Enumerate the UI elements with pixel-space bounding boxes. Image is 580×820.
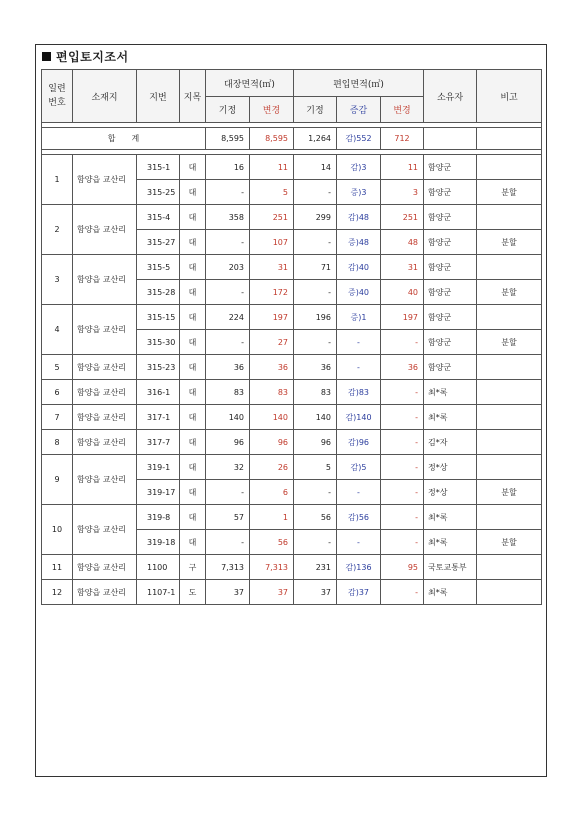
table-row — [42, 580, 542, 605]
row-owner: 함양군 — [424, 305, 477, 330]
row-category: 대 — [180, 355, 206, 380]
row-ledger-existing: - — [206, 330, 250, 355]
row-owner: 최*록 — [424, 530, 477, 555]
header-lot: 지번 — [137, 70, 180, 123]
header-serial: 일련 번호 — [42, 70, 73, 123]
row-ledger-changed: 31 — [250, 255, 294, 280]
row-inc-changed: 3 — [381, 180, 424, 205]
row-lot: 319-1 — [137, 455, 180, 480]
row-location: 함양읍 교산리 — [73, 380, 137, 405]
row-inc-delta: 증)1 — [337, 305, 381, 330]
total-label: 합 계 — [42, 128, 206, 150]
row-inc-delta: 감)5 — [337, 455, 381, 480]
row-remark — [477, 155, 542, 180]
row-ledger-existing: 32 — [206, 455, 250, 480]
row-inc-delta: 증)40 — [337, 280, 381, 305]
row-inc-existing: 196 — [294, 305, 337, 330]
header-remarks: 비고 — [477, 70, 542, 123]
row-remark — [477, 455, 542, 480]
total-inc-delta: 감)552 — [337, 128, 381, 150]
row-serial: 8 — [42, 430, 73, 455]
row-inc-delta: 감)37 — [337, 580, 381, 605]
row-inc-existing: 231 — [294, 555, 337, 580]
row-inc-changed: - — [381, 330, 424, 355]
total-row — [42, 128, 542, 150]
row-category: 대 — [180, 205, 206, 230]
row-ledger-changed: 56 — [250, 530, 294, 555]
row-ledger-changed: 26 — [250, 455, 294, 480]
total-owner — [424, 128, 477, 150]
row-remark — [477, 555, 542, 580]
row-ledger-changed: 7,313 — [250, 555, 294, 580]
row-owner: 함양군 — [424, 155, 477, 180]
row-inc-changed: 36 — [381, 355, 424, 380]
header-inc-delta: 증감 — [337, 97, 381, 123]
row-inc-existing: - — [294, 280, 337, 305]
row-category: 대 — [180, 230, 206, 255]
header-category: 지목 — [180, 70, 206, 123]
row-owner: 최*록 — [424, 505, 477, 530]
row-lot: 315-5 — [137, 255, 180, 280]
row-remark — [477, 355, 542, 380]
table-row — [42, 380, 542, 405]
row-lot: 1100 — [137, 555, 180, 580]
row-inc-existing: - — [294, 530, 337, 555]
header-ledger-existing: 기정 — [206, 97, 250, 123]
row-ledger-changed: 172 — [250, 280, 294, 305]
title-text: 편입토지조서 — [56, 49, 129, 64]
row-ledger-changed: 6 — [250, 480, 294, 505]
row-serial: 12 — [42, 580, 73, 605]
row-location: 함양읍 교산리 — [73, 505, 137, 555]
row-serial: 6 — [42, 380, 73, 405]
row-inc-changed: - — [381, 530, 424, 555]
row-owner: 함양군 — [424, 280, 477, 305]
row-category: 대 — [180, 380, 206, 405]
row-inc-changed: - — [381, 480, 424, 505]
document-title — [42, 48, 129, 64]
row-lot: 319-18 — [137, 530, 180, 555]
row-remark: 분할 — [477, 330, 542, 355]
row-serial: 7 — [42, 405, 73, 430]
row-ledger-changed: 5 — [250, 180, 294, 205]
row-category: 대 — [180, 505, 206, 530]
row-inc-existing: - — [294, 230, 337, 255]
row-lot: 315-15 — [137, 305, 180, 330]
row-inc-changed: 251 — [381, 205, 424, 230]
header-location: 소재지 — [73, 70, 137, 123]
row-ledger-existing: 96 — [206, 430, 250, 455]
row-serial: 10 — [42, 505, 73, 555]
row-owner: 최*록 — [424, 380, 477, 405]
row-inc-existing: 5 — [294, 455, 337, 480]
row-remark: 분할 — [477, 280, 542, 305]
row-location: 함양읍 교산리 — [73, 155, 137, 205]
total-ledger-changed: 8,595 — [250, 128, 294, 150]
row-remark: 분할 — [477, 180, 542, 205]
row-serial: 9 — [42, 455, 73, 505]
row-category: 대 — [180, 405, 206, 430]
row-lot: 317-1 — [137, 405, 180, 430]
row-serial: 5 — [42, 355, 73, 380]
row-inc-changed: 48 — [381, 230, 424, 255]
row-remark: 분할 — [477, 480, 542, 505]
row-ledger-existing: - — [206, 280, 250, 305]
row-location: 함양읍 교산리 — [73, 405, 137, 430]
row-ledger-changed: 197 — [250, 305, 294, 330]
row-inc-delta: - — [337, 530, 381, 555]
land-table — [41, 69, 542, 605]
row-serial: 11 — [42, 555, 73, 580]
row-inc-changed: - — [381, 505, 424, 530]
row-ledger-changed: 140 — [250, 405, 294, 430]
row-inc-existing: 299 — [294, 205, 337, 230]
header-incorporated-area: 편입면적(㎡) — [294, 70, 424, 97]
row-inc-changed: 197 — [381, 305, 424, 330]
row-ledger-changed: 11 — [250, 155, 294, 180]
row-owner: 함양군 — [424, 355, 477, 380]
row-serial: 1 — [42, 155, 73, 205]
row-owner: 정*상 — [424, 455, 477, 480]
row-inc-changed: 40 — [381, 280, 424, 305]
row-inc-delta: 감)83 — [337, 380, 381, 405]
row-category: 대 — [180, 280, 206, 305]
row-inc-existing: 83 — [294, 380, 337, 405]
row-remark — [477, 430, 542, 455]
row-lot: 315-25 — [137, 180, 180, 205]
row-owner: 함양군 — [424, 230, 477, 255]
row-inc-delta: 감)56 — [337, 505, 381, 530]
row-inc-changed: 31 — [381, 255, 424, 280]
black-square-icon — [42, 52, 51, 61]
row-inc-existing: 71 — [294, 255, 337, 280]
total-remark — [477, 128, 542, 150]
row-category: 대 — [180, 155, 206, 180]
row-ledger-changed: 1 — [250, 505, 294, 530]
row-category: 대 — [180, 480, 206, 505]
table-row — [42, 205, 542, 230]
row-remark — [477, 255, 542, 280]
row-lot: 315-28 — [137, 280, 180, 305]
row-location: 함양읍 교산리 — [73, 305, 137, 355]
total-inc-changed: 712 — [381, 128, 424, 150]
row-ledger-changed: 251 — [250, 205, 294, 230]
row-location: 함양읍 교산리 — [73, 455, 137, 505]
row-inc-delta: 감)140 — [337, 405, 381, 430]
row-inc-changed: 11 — [381, 155, 424, 180]
row-inc-changed: - — [381, 380, 424, 405]
row-remark — [477, 505, 542, 530]
row-category: 대 — [180, 180, 206, 205]
row-inc-delta: 감)136 — [337, 555, 381, 580]
row-serial: 2 — [42, 205, 73, 255]
row-inc-existing: 96 — [294, 430, 337, 455]
row-category: 대 — [180, 305, 206, 330]
row-ledger-changed: 96 — [250, 430, 294, 455]
row-ledger-existing: 7,313 — [206, 555, 250, 580]
header-inc-changed: 변경 — [381, 97, 424, 123]
table-row — [42, 555, 542, 580]
row-ledger-existing: 358 — [206, 205, 250, 230]
row-owner: 최*록 — [424, 405, 477, 430]
row-inc-existing: 56 — [294, 505, 337, 530]
row-location: 함양읍 교산리 — [73, 205, 137, 255]
row-location: 함양읍 교산리 — [73, 255, 137, 305]
table-row — [42, 255, 542, 280]
table-row — [42, 355, 542, 380]
row-ledger-existing: - — [206, 230, 250, 255]
row-ledger-changed: 36 — [250, 355, 294, 380]
row-category: 대 — [180, 530, 206, 555]
row-remark: 분할 — [477, 530, 542, 555]
row-owner: 함양군 — [424, 255, 477, 280]
row-inc-changed: - — [381, 580, 424, 605]
row-lot: 317-7 — [137, 430, 180, 455]
row-location: 함양읍 교산리 — [73, 555, 137, 580]
table-row — [42, 455, 542, 480]
table-row — [42, 405, 542, 430]
row-lot: 319-17 — [137, 480, 180, 505]
row-ledger-existing: 224 — [206, 305, 250, 330]
row-location: 함양읍 교산리 — [73, 355, 137, 380]
row-category: 도 — [180, 580, 206, 605]
row-ledger-existing: - — [206, 180, 250, 205]
row-lot: 315-4 — [137, 205, 180, 230]
row-inc-changed: - — [381, 405, 424, 430]
row-owner: 최*록 — [424, 580, 477, 605]
row-inc-changed: 95 — [381, 555, 424, 580]
table-row — [42, 305, 542, 330]
row-ledger-existing: 83 — [206, 380, 250, 405]
row-ledger-existing: 16 — [206, 155, 250, 180]
row-owner: 함양군 — [424, 180, 477, 205]
row-category: 대 — [180, 255, 206, 280]
header-ledger-changed: 변경 — [250, 97, 294, 123]
row-inc-delta: 증)3 — [337, 180, 381, 205]
row-ledger-existing: 37 — [206, 580, 250, 605]
row-remark — [477, 405, 542, 430]
row-category: 대 — [180, 455, 206, 480]
row-ledger-existing: 140 — [206, 405, 250, 430]
row-ledger-existing: - — [206, 530, 250, 555]
row-ledger-existing: 36 — [206, 355, 250, 380]
total-ledger-existing: 8,595 — [206, 128, 250, 150]
row-inc-delta: - — [337, 355, 381, 380]
row-lot: 1107-1 — [137, 580, 180, 605]
row-remark: 분할 — [477, 230, 542, 255]
row-ledger-existing: - — [206, 480, 250, 505]
row-remark — [477, 580, 542, 605]
row-inc-changed: - — [381, 455, 424, 480]
row-remark — [477, 205, 542, 230]
header-inc-existing: 기정 — [294, 97, 337, 123]
row-lot: 315-27 — [137, 230, 180, 255]
row-ledger-changed: 37 — [250, 580, 294, 605]
row-category: 구 — [180, 555, 206, 580]
row-inc-delta: 감)40 — [337, 255, 381, 280]
header-ledger-area: 대장면적(㎡) — [206, 70, 294, 97]
row-owner: 국토교통부 — [424, 555, 477, 580]
row-serial: 3 — [42, 255, 73, 305]
row-ledger-changed: 27 — [250, 330, 294, 355]
row-category: 대 — [180, 330, 206, 355]
row-location: 함양읍 교산리 — [73, 430, 137, 455]
row-lot: 315-30 — [137, 330, 180, 355]
header-owner: 소유자 — [424, 70, 477, 123]
row-inc-existing: - — [294, 180, 337, 205]
row-category: 대 — [180, 430, 206, 455]
row-inc-delta: 감)48 — [337, 205, 381, 230]
row-inc-delta: - — [337, 480, 381, 505]
row-inc-delta: 감)96 — [337, 430, 381, 455]
row-inc-delta: - — [337, 330, 381, 355]
row-remark — [477, 305, 542, 330]
row-lot: 319-8 — [137, 505, 180, 530]
row-inc-existing: 37 — [294, 580, 337, 605]
row-inc-existing: 140 — [294, 405, 337, 430]
row-remark — [477, 380, 542, 405]
row-ledger-existing: 57 — [206, 505, 250, 530]
row-inc-existing: 14 — [294, 155, 337, 180]
total-inc-existing: 1,264 — [294, 128, 337, 150]
row-inc-existing: - — [294, 330, 337, 355]
row-owner: 정*상 — [424, 480, 477, 505]
row-owner: 함양군 — [424, 205, 477, 230]
table-row — [42, 430, 542, 455]
row-lot: 315-23 — [137, 355, 180, 380]
row-ledger-existing: 203 — [206, 255, 250, 280]
row-ledger-changed: 107 — [250, 230, 294, 255]
row-inc-existing: 36 — [294, 355, 337, 380]
row-inc-delta: 증)48 — [337, 230, 381, 255]
row-inc-delta: 감)3 — [337, 155, 381, 180]
row-owner: 함양군 — [424, 330, 477, 355]
table-row — [42, 505, 542, 530]
row-owner: 김*자 — [424, 430, 477, 455]
row-serial: 4 — [42, 305, 73, 355]
row-ledger-changed: 83 — [250, 380, 294, 405]
row-inc-existing: - — [294, 480, 337, 505]
row-inc-changed: - — [381, 430, 424, 455]
row-location: 함양읍 교산리 — [73, 580, 137, 605]
row-lot: 316-1 — [137, 380, 180, 405]
table-row — [42, 155, 542, 180]
row-lot: 315-1 — [137, 155, 180, 180]
